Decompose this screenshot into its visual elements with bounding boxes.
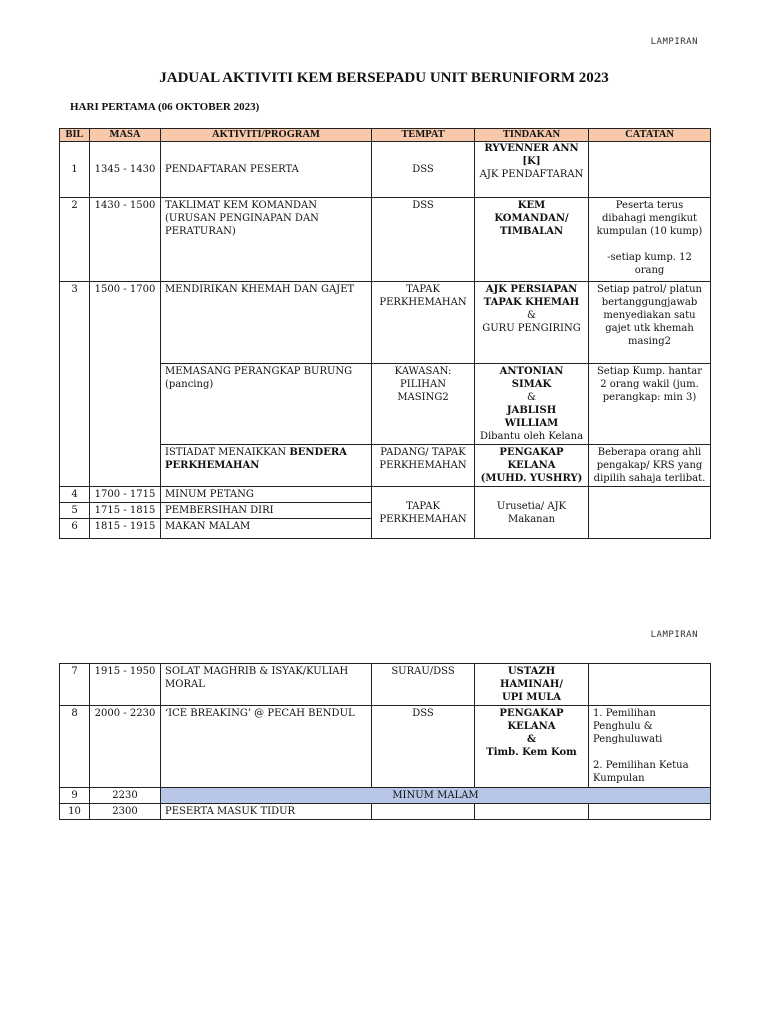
cell-masa: 1815 - 1915	[90, 519, 161, 539]
cell-masa: 2230	[90, 788, 161, 804]
page-label: LAMPIRAN	[650, 630, 698, 640]
schedule-table-page2	[59, 663, 711, 820]
cell-tempat: KAWASAN: PILIHAN MASING2	[372, 364, 475, 445]
cell-catatan: Beberapa orang ahli pengakap/ KRS yang dipilih sahaja terlibat.	[589, 445, 711, 487]
aktiviti-plain: ISTIADAT MENAIKKAN	[165, 447, 290, 458]
table-row	[60, 664, 711, 706]
cell-aktiviti	[161, 445, 372, 487]
header-tindakan: TINDAKAN	[475, 129, 589, 142]
cell-catatan	[589, 804, 711, 820]
cell-tindakan	[475, 282, 589, 364]
cell-catatan	[589, 706, 711, 788]
table-row	[60, 487, 711, 503]
table-row	[60, 142, 711, 198]
cell-aktiviti: MINUM PETANG	[161, 487, 372, 503]
document-title: JADUAL AKTIVITI KEM BERSEPADU UNIT BERUNIFORM 2023	[159, 70, 609, 86]
cell-tempat: SURAU/DSS	[372, 664, 475, 706]
cell-aktiviti: TAKLIMAT KEM KOMANDAN (URUSAN PENGINAPAN DAN PERATURAN)	[161, 198, 372, 282]
cell-tindakan	[475, 804, 589, 820]
tindakan-bold: AJK PERSIAPAN TAPAK KHEMAH	[483, 284, 580, 308]
cell-aktiviti-highlight: MINUM MALAM	[161, 788, 711, 804]
tindakan-amp: &	[526, 734, 537, 745]
tindakan-bold: ANTONIAN SIMAK	[499, 366, 564, 390]
cell-bil: 2	[60, 198, 90, 282]
cell-tindakan	[475, 445, 589, 487]
cell-aktiviti: MAKAN MALAM	[161, 519, 372, 539]
cell-masa: 1430 - 1500	[90, 198, 161, 282]
cell-catatan: Setiap Kump. hantar 2 orang wakil (jum. perangkap: min 3)	[589, 364, 711, 445]
cell-masa: 1345 - 1430	[90, 142, 161, 198]
cell-bil: 5	[60, 503, 90, 519]
tindakan-bold: PENGAKAP KELANA	[499, 447, 564, 471]
header-aktiviti: AKTIVITI/PROGRAM	[161, 129, 372, 142]
cell-bil: 6	[60, 519, 90, 539]
table-row	[60, 804, 711, 820]
cell-aktiviti: PEMBERSIHAN DIRI	[161, 503, 372, 519]
tindakan-bold: (MUHD. YUSHRY)	[480, 473, 583, 484]
cell-aktiviti: MEMASANG PERANGKAP BURUNG (pancing)	[161, 364, 372, 445]
cell-catatan	[589, 198, 711, 282]
cell-tindakan	[475, 364, 589, 445]
tindakan-bold: PENGAKAP KELANA	[499, 708, 564, 732]
header-tempat: TEMPAT	[372, 129, 475, 142]
catatan-line: 2. Pemilihan Ketua Kumpulan	[593, 760, 689, 784]
cell-masa: 1715 - 1815	[90, 503, 161, 519]
tindakan-bold: JABLISH WILLIAM	[504, 405, 559, 429]
cell-tempat	[372, 804, 475, 820]
cell-aktiviti: PENDAFTARAN PESERTA	[161, 142, 372, 198]
aktiviti-bold: BENDERA PERKHEMAHAN	[165, 447, 347, 471]
cell-masa: 1500 - 1700	[90, 282, 161, 487]
tindakan-plain: AJK PENDAFTARAN	[479, 169, 584, 180]
cell-tempat: DSS	[372, 198, 475, 282]
tindakan-amp: &	[527, 392, 536, 403]
cell-tindakan	[475, 142, 589, 198]
cell-catatan	[589, 664, 711, 706]
cell-masa: 2300	[90, 804, 161, 820]
cell-bil: 8	[60, 706, 90, 788]
cell-aktiviti: ‘ICE BREAKING’ @ PECAH BENDUL	[161, 706, 372, 788]
cell-masa: 1915 - 1950	[90, 664, 161, 706]
cell-aktiviti: MENDIRIKAN KHEMAH DAN GAJET	[161, 282, 372, 364]
tindakan-bold: RYVENNER ANN [K]	[484, 143, 579, 167]
cell-tempat: TAPAK PERKHEMAHAN	[372, 487, 475, 539]
table-row	[60, 706, 711, 788]
day-heading: HARI PERTAMA (06 OKTOBER 2023)	[70, 101, 260, 113]
cell-tindakan: USTAZH HAMINAH/ UPI MULA	[475, 664, 589, 706]
header-catatan: CATATAN	[589, 129, 711, 142]
cell-catatan	[589, 142, 711, 198]
cell-bil: 1	[60, 142, 90, 198]
tindakan-bold: Timb. Kem Kom	[486, 747, 577, 758]
cell-bil: 7	[60, 664, 90, 706]
cell-tindakan: Urusetia/ AJK Makanan	[475, 487, 589, 539]
cell-bil: 9	[60, 788, 90, 804]
cell-aktiviti: PESERTA MASUK TIDUR	[161, 804, 372, 820]
page-label: LAMPIRAN	[650, 37, 698, 47]
cell-tempat: TAPAK PERKHEMAHAN	[372, 282, 475, 364]
cell-masa: 1700 - 1715	[90, 487, 161, 503]
cell-tindakan: KEM KOMANDAN/ TIMBALAN	[475, 198, 589, 282]
cell-bil: 10	[60, 804, 90, 820]
catatan-line: Peserta terus dibahagi mengikut kumpulan (10 kump)	[596, 200, 703, 237]
cell-aktiviti: SOLAT MAGHRIB & ISYAK/KULIAH MORAL	[161, 664, 372, 706]
cell-tempat: PADANG/ TAPAK PERKHEMAHAN	[372, 445, 475, 487]
header-bil: BIL	[60, 129, 90, 142]
catatan-line: -setiap kump. 12 orang	[607, 252, 692, 276]
table-row	[60, 282, 711, 364]
cell-catatan	[589, 487, 711, 539]
tindakan-plain: Dibantu oleh Kelana	[479, 431, 584, 442]
table-header-row	[60, 129, 711, 142]
header-masa: MASA	[90, 129, 161, 142]
cell-masa: 2000 - 2230	[90, 706, 161, 788]
cell-tempat: DSS	[372, 706, 475, 788]
cell-bil: 3	[60, 282, 90, 487]
cell-tempat: DSS	[372, 142, 475, 198]
table-row	[60, 198, 711, 282]
table-row	[60, 788, 711, 804]
cell-catatan: Setiap patrol/ platun bertanggungjawab menyediakan satu gajet utk khemah masing2	[589, 282, 711, 364]
cell-bil: 4	[60, 487, 90, 503]
cell-tindakan	[475, 706, 589, 788]
tindakan-plain: GURU PENGIRING	[482, 323, 581, 334]
tindakan-amp: &	[527, 310, 536, 321]
schedule-table-page1	[59, 128, 711, 539]
catatan-line: 1. Pemilihan Penghulu & Penghuluwati	[593, 708, 663, 745]
